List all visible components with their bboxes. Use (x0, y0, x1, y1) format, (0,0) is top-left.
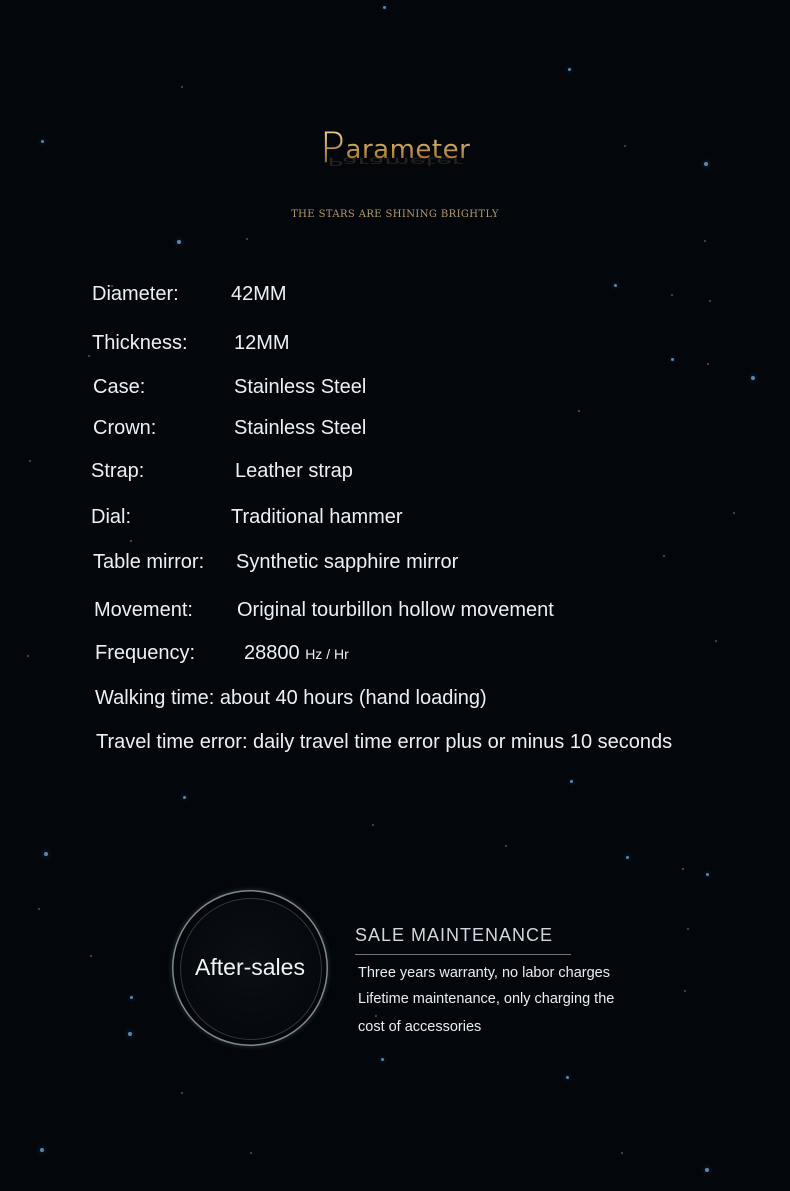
star-dot (505, 845, 507, 847)
star-dot (181, 86, 183, 88)
title-initial: P (319, 123, 346, 172)
accessories-line: cost of accessories (358, 1019, 482, 1035)
star-dot (751, 376, 755, 380)
param-value: Original tourbillon hollow movement (237, 599, 554, 621)
star-dot (733, 512, 735, 514)
star-dot (128, 1032, 132, 1036)
title-underline (355, 954, 571, 955)
after-sales-badge: After-sales (195, 954, 305, 980)
star-dot (614, 284, 617, 287)
star-dot (27, 655, 29, 657)
star-dot (130, 996, 133, 999)
param-value: 42MM (231, 283, 287, 305)
param-value: 12MM (234, 332, 290, 354)
star-dot (715, 640, 717, 642)
star-dot (706, 873, 709, 876)
star-dot (177, 240, 181, 244)
star-dot (705, 1168, 709, 1172)
star-dot (381, 1058, 384, 1061)
star-dot (372, 824, 374, 826)
param-label: Dial: (91, 506, 132, 528)
param-label: Crown: (93, 417, 157, 439)
param-label: Case: (93, 376, 146, 398)
param-label: Walking time: about 40 hours (hand loading) (95, 687, 487, 709)
star-dot (250, 1152, 252, 1154)
star-dot (246, 238, 248, 240)
param-value: Leather strap (235, 460, 353, 482)
star-dot (88, 355, 90, 357)
star-dot (687, 928, 689, 930)
star-dot (578, 410, 580, 412)
star-dot (44, 852, 48, 856)
star-dot (566, 1076, 569, 1079)
star-dot (383, 6, 386, 9)
star-dot (568, 68, 571, 71)
param-value: Synthetic sapphire mirror (236, 551, 459, 573)
star-dot (570, 780, 573, 783)
param-label: Table mirror: (93, 551, 205, 573)
param-label: Movement: (94, 599, 193, 621)
star-dot (181, 1092, 183, 1094)
star-dot (684, 990, 686, 992)
maintenance-line: Lifetime maintenance, only charging the (358, 991, 615, 1007)
sale-maintenance-title: SALE MAINTENANCE (355, 925, 554, 945)
star-dot (707, 363, 709, 365)
param-label: Diameter: (92, 283, 179, 305)
param-label: Strap: (91, 460, 145, 482)
star-dot (671, 294, 673, 296)
param-label: Thickness: (92, 332, 188, 354)
star-dot (90, 955, 92, 957)
star-dot (183, 796, 186, 799)
star-dot (682, 868, 684, 870)
subtitle: THE STARS ARE SHINING BRIGHTLY (291, 209, 499, 220)
param-value: Stainless Steel (234, 417, 367, 439)
star-dot (704, 240, 706, 242)
param-label: Frequency: (95, 642, 196, 664)
star-dot (38, 908, 40, 910)
param-label: Travel time error: daily travel time error plus or minus 10 seconds (96, 731, 673, 753)
param-value: 28800 (244, 642, 300, 664)
star-dot (671, 358, 674, 361)
star-dot (130, 540, 132, 542)
star-dot (626, 856, 629, 859)
title-reflection: Parameter (327, 154, 463, 168)
frequency-unit: Hz / Hr (305, 646, 349, 662)
param-value: Traditional hammer (231, 506, 403, 528)
star-dot (621, 1152, 623, 1154)
star-dot (375, 1015, 377, 1017)
star-dot (663, 555, 665, 557)
star-dot (40, 1148, 44, 1152)
star-dot (29, 460, 31, 462)
param-value: Stainless Steel (234, 376, 367, 398)
warranty-line: Three years warranty, no labor charges (358, 965, 610, 981)
star-dot (709, 300, 711, 302)
title-rest: arameter (345, 135, 471, 165)
